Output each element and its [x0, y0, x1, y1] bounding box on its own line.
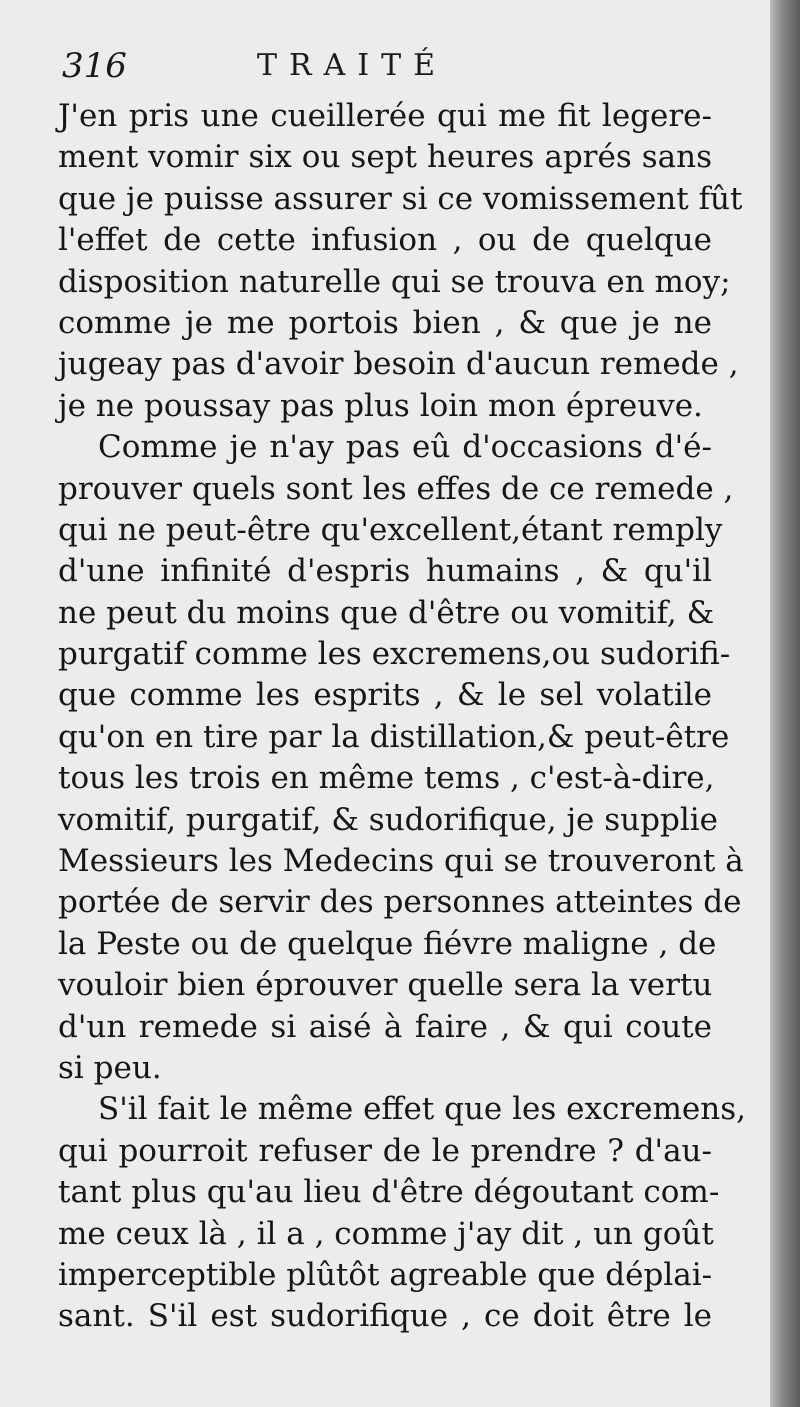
text-line: qui pourroit refuser de le prendre ? d'au-: [58, 1132, 712, 1169]
text-line: si peu.: [58, 1049, 162, 1086]
text-line: me ceux là , il a , comme j'ay dit , un goût: [58, 1215, 714, 1252]
text-line: la Peste ou de quelque fiévre maligne , de: [58, 925, 717, 962]
text-line: disposition naturelle qui se trouva en moy;: [58, 263, 731, 300]
text-line: ne peut du moins que d'être ou vomitif, &: [58, 594, 715, 631]
page-edge-shadow: [770, 0, 800, 1407]
text-line: vomitif, purgatif, & sudorifique, je supplie: [58, 801, 718, 838]
text-line: prouver quels sont les effes de ce remede ,: [58, 470, 734, 507]
page-header: [62, 42, 712, 92]
text-line: tant plus qu'au lieu d'être dégoutant com-: [58, 1174, 720, 1211]
text-line: sant. S'il est sudorifique , ce doit être le: [58, 1298, 712, 1335]
text-line: purgatif comme les excremens,ou sudorifi-: [58, 636, 731, 673]
text-line: comme je me portois bien , & que je ne: [58, 304, 712, 341]
page-number: 316: [62, 46, 127, 86]
text-line: je ne poussay pas plus loin mon épreuve.: [58, 387, 703, 424]
text-line: J'en pris une cueillerée qui me fit legere-: [58, 98, 712, 134]
text-line: d'une infinité d'espris humains , & qu'il: [58, 553, 712, 590]
text-line: Comme je n'ay pas eû d'occasions d'é-: [98, 429, 712, 466]
text-line: d'un remede si aisé à faire , & qui coute: [58, 1008, 712, 1045]
text-line: qui ne peut-être qu'excellent,étant remply: [58, 511, 723, 548]
text-line: l'effet de cette infusion , ou de quelque: [58, 222, 712, 259]
text-body: [58, 96, 746, 1338]
text-line: vouloir bien éprouver quelle sera la vertu: [58, 967, 713, 1004]
text-line: que je puisse assurer si ce vomissement fût: [58, 180, 743, 217]
text-line: Messieurs les Medecins qui se trouveront à: [58, 843, 744, 880]
text-line: portée de servir des personnes atteintes de: [58, 884, 742, 921]
text-line: jugeay pas d'avoir besoin d'aucun remede ,: [58, 346, 739, 383]
text-line: tous les trois en même tems , c'est-à-dire,: [58, 760, 715, 797]
text-line: qu'on en tire par la distillation,& peut-être: [58, 718, 730, 755]
text-line: que comme les esprits , & le sel volatile: [58, 677, 712, 714]
text-line: imperceptible plûtôt agreable que déplai-: [58, 1256, 713, 1293]
running-title: TRAITÉ: [257, 48, 448, 83]
text-line: S'il fait le même effet que les excremens,: [98, 1091, 746, 1128]
text-line: ment vomir six ou sept heures aprés sans: [58, 139, 712, 176]
